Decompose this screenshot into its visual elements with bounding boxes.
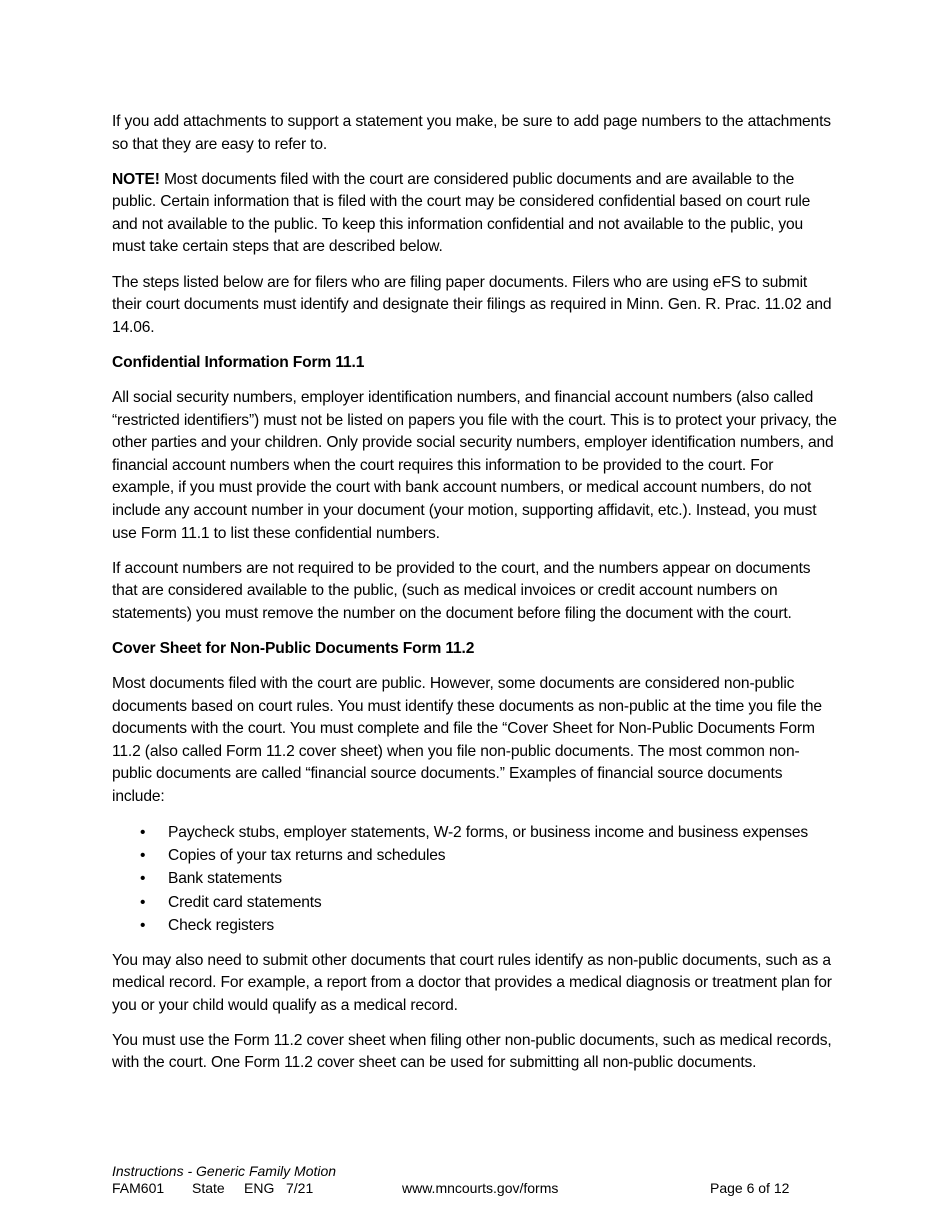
list-item bbox=[112, 867, 838, 890]
financial-documents-list bbox=[112, 821, 838, 937]
bullet-icon: • bbox=[140, 847, 146, 865]
footer-meta-row bbox=[112, 1180, 838, 1197]
footer-form-code: FAM601 bbox=[112, 1180, 165, 1196]
account-numbers-paragraph: If account numbers are not required to be provided to the court, and the numbers appear on documents that are considered available to the public, (such as medical invoices or credit account numbers on statements) you must remove the number on the document before filing the document with the court. bbox=[112, 559, 811, 622]
bullet-icon: • bbox=[140, 916, 146, 934]
restricted-identifiers-paragraph: All social security numbers, employer identification numbers, and financial account numbers (also called “restricted identifiers”) must not be listed on papers you file with the court. This is to protect your privacy, the other parties and your children. Only provide social security numbers, employer identification numbers, and financial account numbers when the court requires this information to be provided to the court. For example, if you must provide the court with bank account numbers, or medical account numbers, do not include any account number in your document (your motion, supporting affidavit, etc.). Instead, you must use Form 11.1 to list these confidential numbers. bbox=[112, 388, 837, 542]
efs-paragraph: The steps listed below are for filers who are filing paper documents. Filers who are using eFS to submit their court documents must identify and designate their filings as required in Minn. Gen. R. Prac. 11.02 and 14.06. bbox=[112, 273, 832, 336]
footer-title: Instructions - Generic Family Motion bbox=[112, 1163, 337, 1179]
heading-confidential-info: Confidential Information Form 11.1 bbox=[112, 353, 365, 371]
list-item bbox=[112, 914, 838, 937]
list-item-text: Check registers bbox=[168, 916, 275, 934]
list-item bbox=[112, 891, 838, 914]
footer-page-number: Page 6 of 12 bbox=[710, 1180, 790, 1196]
list-item bbox=[112, 844, 838, 867]
footer-language: ENG bbox=[244, 1180, 275, 1196]
note-text: Most documents filed with the court are considered public documents and are available to the public. Certain information that is filed with the court may be considered confidential based on court rule and not available to the public. To keep this information confidential and not available to the public, you must take certain steps that are described below. bbox=[112, 170, 811, 256]
cover-sheet-usage-paragraph: You must use the Form 11.2 cover sheet when filing other non-public documents, such as medical records, with the court. One Form 11.2 cover sheet can be used for submitting all non-public documents. bbox=[112, 1031, 832, 1072]
footer-revision: 7/21 bbox=[286, 1180, 314, 1196]
document-body bbox=[112, 111, 838, 1088]
page-footer bbox=[112, 1163, 838, 1197]
list-item bbox=[112, 821, 838, 844]
note-paragraph bbox=[112, 169, 838, 259]
heading-cover-sheet: Cover Sheet for Non-Public Documents Form 11.2 bbox=[112, 639, 475, 657]
bullet-icon: • bbox=[140, 824, 146, 842]
list-item-text: Copies of your tax returns and schedules bbox=[168, 847, 446, 865]
bullet-icon: • bbox=[140, 870, 146, 888]
bullet-icon: • bbox=[140, 893, 146, 911]
medical-record-paragraph: You may also need to submit other documents that court rules identify as non-public documents, such as a medical record. For example, a report from a doctor that provides a medical diagnosis or treatment plan for you or your child would qualify as a medical record. bbox=[112, 951, 832, 1014]
footer-website: www.mncourts.gov/forms bbox=[402, 1180, 559, 1196]
attachments-paragraph: If you add attachments to support a statement you make, be sure to add page numbers to the attachments so that they are easy to refer to. bbox=[112, 113, 831, 153]
non-public-documents-paragraph: Most documents filed with the court are public. However, some documents are considered non-public documents based on court rules. You must identify these documents as non-public at the time you file the documents with the court. You must complete and file the “Cover Sheet for Non-Public Documents Form 11.2 (also called Form 11.2 cover sheet) when you file non-public documents. The most common non-public documents are called “financial source documents.” Examples of financial source documents include: bbox=[112, 674, 822, 805]
list-item-text: Paycheck stubs, employer statements, W-2 forms, or business income and business expenses bbox=[168, 824, 809, 842]
footer-jurisdiction: State bbox=[192, 1180, 225, 1196]
list-item-text: Bank statements bbox=[168, 870, 282, 888]
note-label: NOTE! bbox=[112, 170, 160, 188]
list-item-text: Credit card statements bbox=[168, 893, 322, 911]
